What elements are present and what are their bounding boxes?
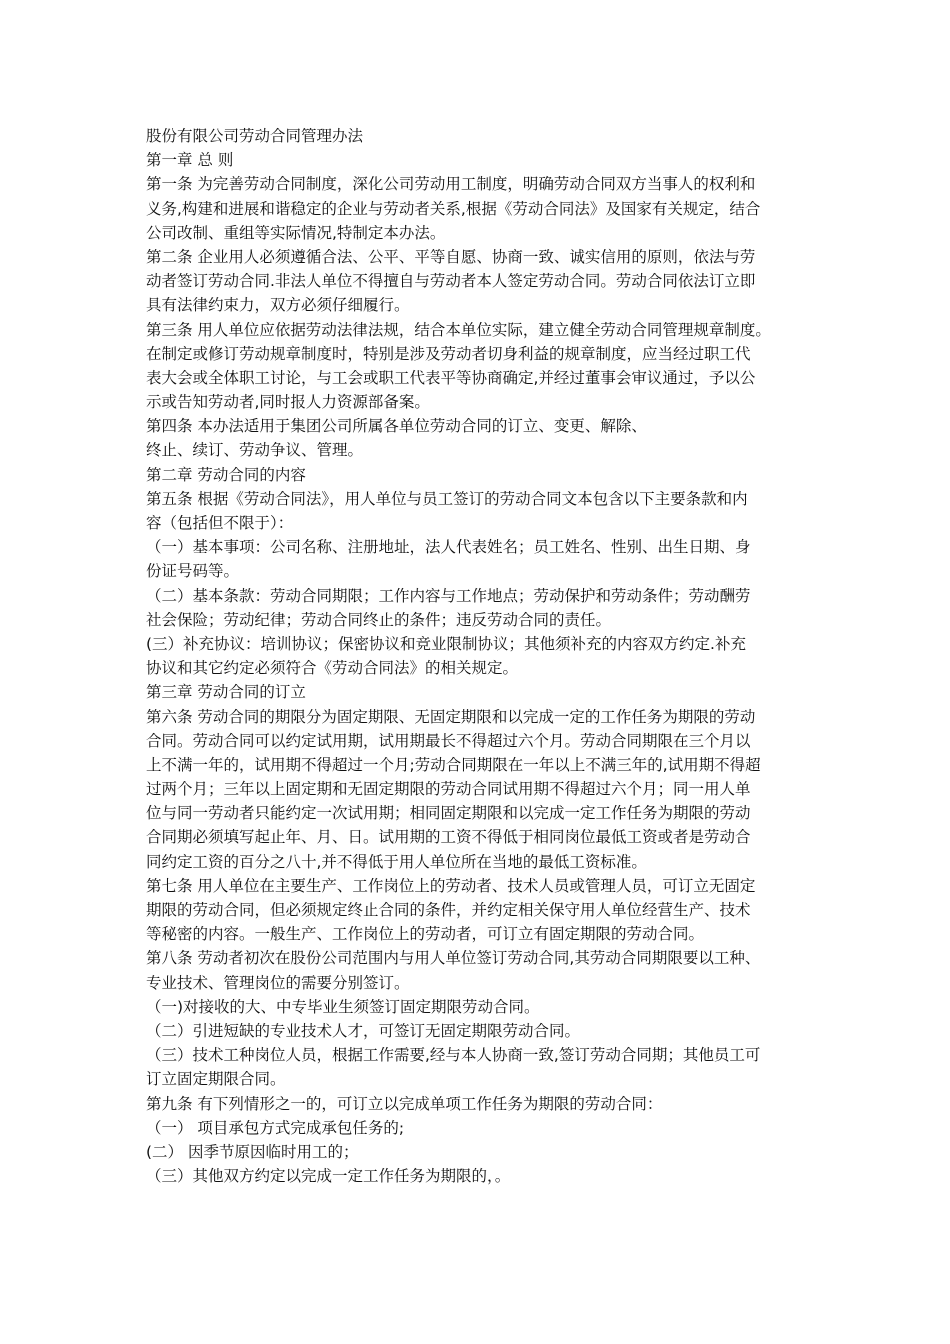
text-line: 等秘密的内容。一般生产、工作岗位上的劳动者，可订立有固定期限的劳动合同。: [146, 925, 705, 944]
text-line: 合同。劳动合同可以约定试用期，试用期最长不得超过六个月。劳动合同期限在三个月以: [146, 731, 751, 750]
text-line: 第四条 本办法适用于集团公司所属各单位劳动合同的订立、变更、解除、: [146, 417, 647, 436]
chapter-heading: 第二章 劳动合同的内容: [146, 465, 306, 484]
text-line: 第三条 用人单位应依据劳动法律法规，结合本单位实际，建立健全劳动合同管理规章制度。: [146, 320, 771, 339]
text-line: 义务,构建和进展和谐稳定的企业与劳动者关系,根据《劳动合同法》及国家有关规定，结合: [146, 199, 761, 218]
text-line: 动者签订劳动合同.非法人单位不得擅自与劳动者本人签定劳动合同。劳动合同依法订立即: [146, 272, 756, 291]
text-line: (二） 因季节原因临时用工的；: [146, 1142, 359, 1161]
text-line: (三）补充协议：培训协议；保密协议和竞业限制协议；其他须补充的内容双方约定.补充: [146, 634, 746, 653]
text-line: 第八条 劳动者初次在股份公司范围内与用人单位签订劳动合同,其劳动合同期限要以工种、: [146, 949, 761, 968]
chapter-heading: 第一章 总 则: [146, 151, 234, 170]
text-line: 第一条 为完善劳动合同制度，深化公司劳动用工制度，明确劳动合同双方当事人的权利和: [146, 175, 756, 194]
text-line: 第五条 根据《劳动合同法》，用人单位与员工签订的劳动合同文本包含以下主要条款和内: [146, 489, 748, 508]
text-line: （三）其他双方约定以完成一定工作任务为期限的，。: [146, 1167, 511, 1186]
text-line: （二）引进短缺的专业技术人才，可签订无固定期限劳动合同。: [146, 1021, 581, 1040]
text-line: （一） 项目承包方式完成承包任务的;: [146, 1118, 405, 1137]
text-line: 公司改制、重组等实际情况,特制定本办法。: [146, 223, 446, 242]
text-line: 在制定或修订劳动规章制度时，特别是涉及劳动者切身利益的规章制度，应当经过职工代: [146, 344, 751, 363]
text-line: 终止、续订、劳动争议、管理。: [146, 441, 364, 460]
text-line: 第七条 用人单位在主要生产、工作岗位上的劳动者、技术人员或管理人员，可订立无固定: [146, 876, 756, 895]
text-line: 第二条 企业用人必须遵循合法、公平、平等自愿、协商一致、诚实信用的原则，依法与劳: [146, 247, 756, 266]
text-line: 第六条 劳动合同的期限分为固定期限、无固定期限和以完成一定的工作任务为期限的劳动: [146, 707, 756, 726]
text-line: 专业技术、管理岗位的需要分别签订。: [146, 973, 410, 992]
text-line: 社会保险；劳动纪律；劳动合同终止的条件；违反劳动合同的责任。: [146, 610, 612, 629]
text-line: 期限的劳动合同，但必须规定终止合同的条件，并约定相关保守用人单位经营生产、技术: [146, 901, 751, 919]
text-line: （二）基本条款：劳动合同期限；工作内容与工作地点；劳动保护和劳动条件；劳动酬劳: [146, 586, 751, 605]
text-line: 份证号码等。: [146, 562, 240, 581]
text-line: 示或告知劳动者,同时报人力资源部备案。: [146, 393, 430, 412]
chapter-heading: 第三章 劳动合同的订立: [146, 683, 306, 702]
text-line: 容（包括但不限于）：: [146, 514, 294, 532]
text-line: 具有法律约束力，双方必须仔细履行。: [146, 296, 410, 315]
text-line: 表大会或全体职工讨论，与工会或职工代表平等协商确定,并经过董事会审议通过，予以公: [146, 368, 756, 387]
text-line: 订立固定期限合同。: [146, 1070, 286, 1089]
document-title: 股份有限公司劳动合同管理办法: [146, 127, 364, 145]
text-line: （一)对接收的大、中专毕业生须签订固定期限劳动合同。: [146, 997, 540, 1016]
text-line: 过两个月；三年以上固定期和无固定期限的劳动合同试用期不得超过六个月；同一用人单: [146, 780, 751, 799]
text-line: 第九条 有下列情形之一的，可订立以完成单项工作任务为期限的劳动合同：: [146, 1094, 663, 1113]
text-line: （三）技术工种岗位人员，根据工作需要,经与本人协商一致,签订劳动合同期；其他员工可: [146, 1046, 761, 1065]
text-line: （一）基本事项：公司名称、注册地址，法人代表姓名；员工姓名、性别、出生日期、身: [146, 538, 751, 557]
document-body: [146, 124, 816, 1188]
text-line: 同约定工资的百分之八十,并不得低于用人单位所在当地的最低工资标准。: [146, 852, 647, 871]
text-line: 位与同一劳动者只能约定一次试用期；相同固定期限和以完成一定工作任务为期限的劳动: [146, 804, 751, 823]
text-line: 协议和其它约定必须符合《劳动合同法》的相关规定。: [146, 659, 519, 678]
text-line: 上不满一年的，试用期不得超过一个月;劳动合同期限在一年以上不满三年的,试用期不得超: [146, 755, 761, 774]
text-line: 合同期必须填写起止年、月、日。试用期的工资不得低于相同岗位最低工资或者是劳动合: [146, 828, 751, 847]
